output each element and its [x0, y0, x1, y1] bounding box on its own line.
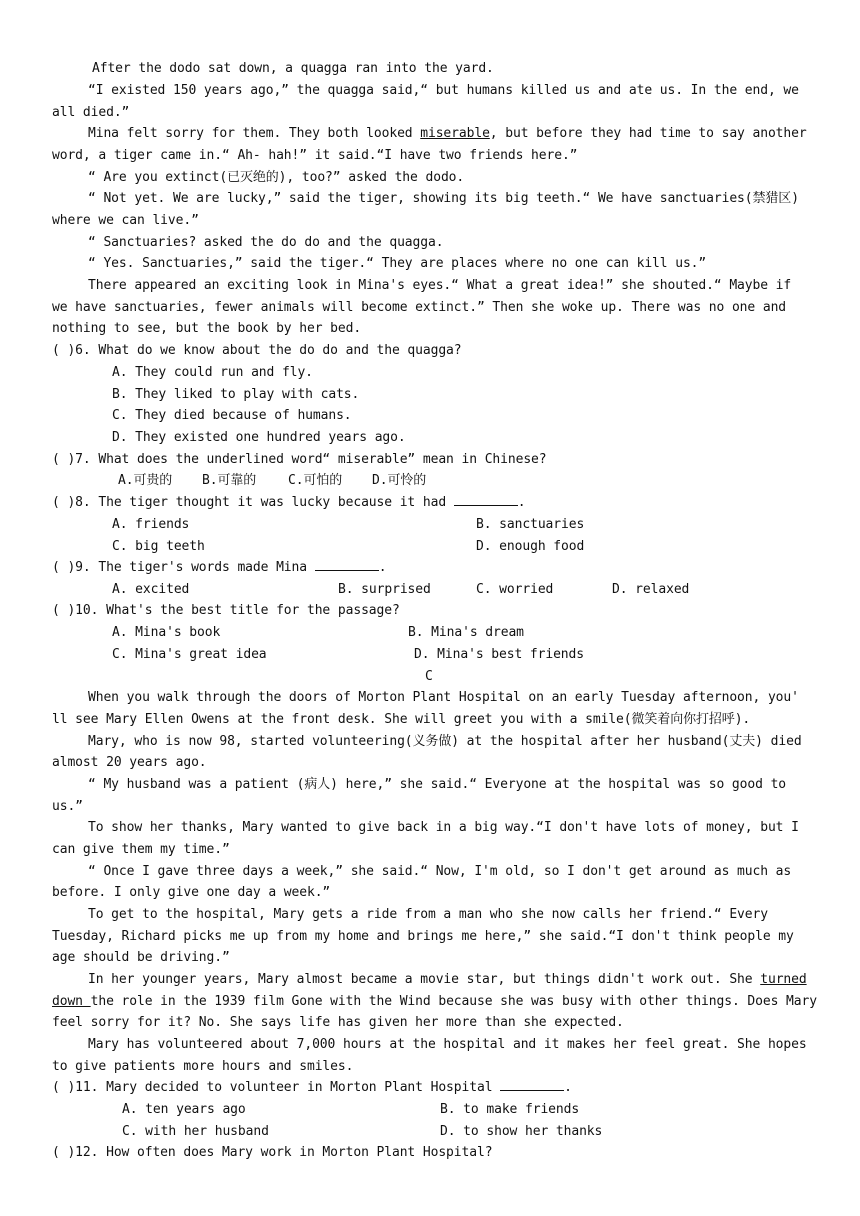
underlined-word: miserable [420, 126, 490, 141]
underlined-phrase: turned [760, 972, 807, 987]
passage-line: to give patients more hours and smiles. [52, 1059, 354, 1074]
question-8: ( )8. The tiger thought it was lucky because it had . [52, 495, 526, 510]
question-10: ( )10. What's the best title for the passage? [52, 603, 400, 618]
passage-line: word, a tiger came in.“ Ah- hah!” it said.“I have two friends here.” [52, 148, 578, 163]
answer-blank [454, 493, 518, 506]
option: D. relaxed [612, 582, 690, 597]
option: B. Mina's dream [408, 625, 524, 640]
passage-line: almost 20 years ago. [52, 755, 207, 770]
passage-line: “ Sanctuaries? asked the do do and the quagga. [88, 235, 444, 250]
option: C. with her husband [122, 1124, 269, 1139]
passage-line: When you walk through the doors of Morton Plant Hospital on an early Tuesday afternoon, you' [88, 690, 799, 705]
option: A. Mina's book [112, 625, 221, 640]
passage-line: we have sanctuaries, fewer animals will become extinct.” Then she woke up. There was no one and [52, 300, 787, 315]
option: B. to make friends [440, 1102, 580, 1117]
passage-line: age should be driving.” [52, 950, 230, 965]
option: A. ten years ago [122, 1102, 246, 1117]
option: C. They died because of humans. [112, 408, 352, 423]
question-9: ( )9. The tiger's words made Mina . [52, 560, 387, 575]
option: A. friends [112, 517, 190, 532]
option: C.可怕的 [288, 473, 343, 488]
passage-line: To show her thanks, Mary wanted to give back in a big way.“I don't have lots of money, but I [88, 820, 799, 835]
passage-line: “ Yes. Sanctuaries,” said the tiger.“ They are places where no one can kill us.” [88, 256, 707, 271]
option: D. Mina's best friends [414, 647, 584, 662]
option: A.可贵的 [118, 473, 173, 488]
option: C. worried [476, 582, 554, 597]
question-7: ( )7. What does the underlined word“ miserable” mean in Chinese? [52, 452, 547, 467]
section-heading: C [425, 669, 433, 684]
passage-line: Tuesday, Richard picks me up from my home and brings me here,” she said.“I don't think people my [52, 929, 794, 944]
passage-line: Mary has volunteered about 7,000 hours at the hospital and it makes her feel great. She hopes [88, 1037, 807, 1052]
option: D. to show her thanks [440, 1124, 603, 1139]
option: B.可靠的 [202, 473, 257, 488]
answer-blank [500, 1078, 564, 1091]
passage-line: “ Not yet. We are lucky,” said the tiger, showing its big teeth.“ We have sanctuaries(禁猎区) [88, 191, 799, 206]
option: A. excited [112, 582, 190, 597]
option: D.可怜的 [372, 473, 427, 488]
passage-line: where we can live.” [52, 213, 199, 228]
passage-line: feel sorry for it? No. She says life has given her more than she expected. [52, 1015, 624, 1030]
passage-line: can give them my time.” [52, 842, 230, 857]
question-6: ( )6. What do we know about the do do and the quagga? [52, 343, 462, 358]
option: B. surprised [338, 582, 431, 597]
answer-blank [315, 558, 379, 571]
passage-line: us.” [52, 799, 83, 814]
passage-line: “ Are you extinct(已灭绝的), too?” asked the dodo. [88, 170, 465, 185]
passage-line: all died.” [52, 105, 130, 120]
option: B. sanctuaries [476, 517, 585, 532]
passage-line: “ Once I gave three days a week,” she said.“ Now, I'm old, so I don't get around as much as [88, 864, 792, 879]
passage-line: “ My husband was a patient (病人) here,” she said.“ Everyone at the hospital was so good to [88, 777, 787, 792]
underlined-phrase: down [52, 994, 91, 1009]
option: A. They could run and fly. [112, 365, 313, 380]
passage-line: There appeared an exciting look in Mina's eyes.“ What a great idea!” she shouted.“ Maybe if [88, 278, 792, 293]
option: D. enough food [476, 539, 585, 554]
passage-line: In her younger years, Mary almost became a movie star, but things didn't work out. She turned [88, 972, 807, 987]
question-11: ( )11. Mary decided to volunteer in Morton Plant Hospital . [52, 1080, 572, 1095]
passage-line: down the role in the 1939 film Gone with the Wind because she was busy with other things. Does Mary [52, 994, 817, 1009]
passage-line: To get to the hospital, Mary gets a ride from a man who she now calls her friend.“ Every [88, 907, 768, 922]
passage-line: Mary, who is now 98, started volunteering(义务做) at the hospital after her husband(丈夫) died [88, 734, 802, 749]
question-12: ( )12. How often does Mary work in Morton Plant Hospital? [52, 1145, 493, 1160]
passage-line: nothing to see, but the book by her bed. [52, 321, 362, 336]
passage-line: “I existed 150 years ago,” the quagga said,“ but humans killed us and ate us. In the end, we [88, 83, 799, 98]
passage-line: After the dodo sat down, a quagga ran into the yard. [92, 61, 494, 76]
option: C. big teeth [112, 539, 205, 554]
option: B. They liked to play with cats. [112, 387, 360, 402]
option: C. Mina's great idea [112, 647, 267, 662]
passage-line: Mina felt sorry for them. They both looked miserable, but before they had time to say another [88, 126, 807, 141]
passage-line: ll see Mary Ellen Owens at the front desk. She will greet you with a smile(微笑着向你打招呼). [52, 712, 751, 727]
option: D. They existed one hundred years ago. [112, 430, 406, 445]
passage-line: before. I only give one day a week.” [52, 885, 331, 900]
